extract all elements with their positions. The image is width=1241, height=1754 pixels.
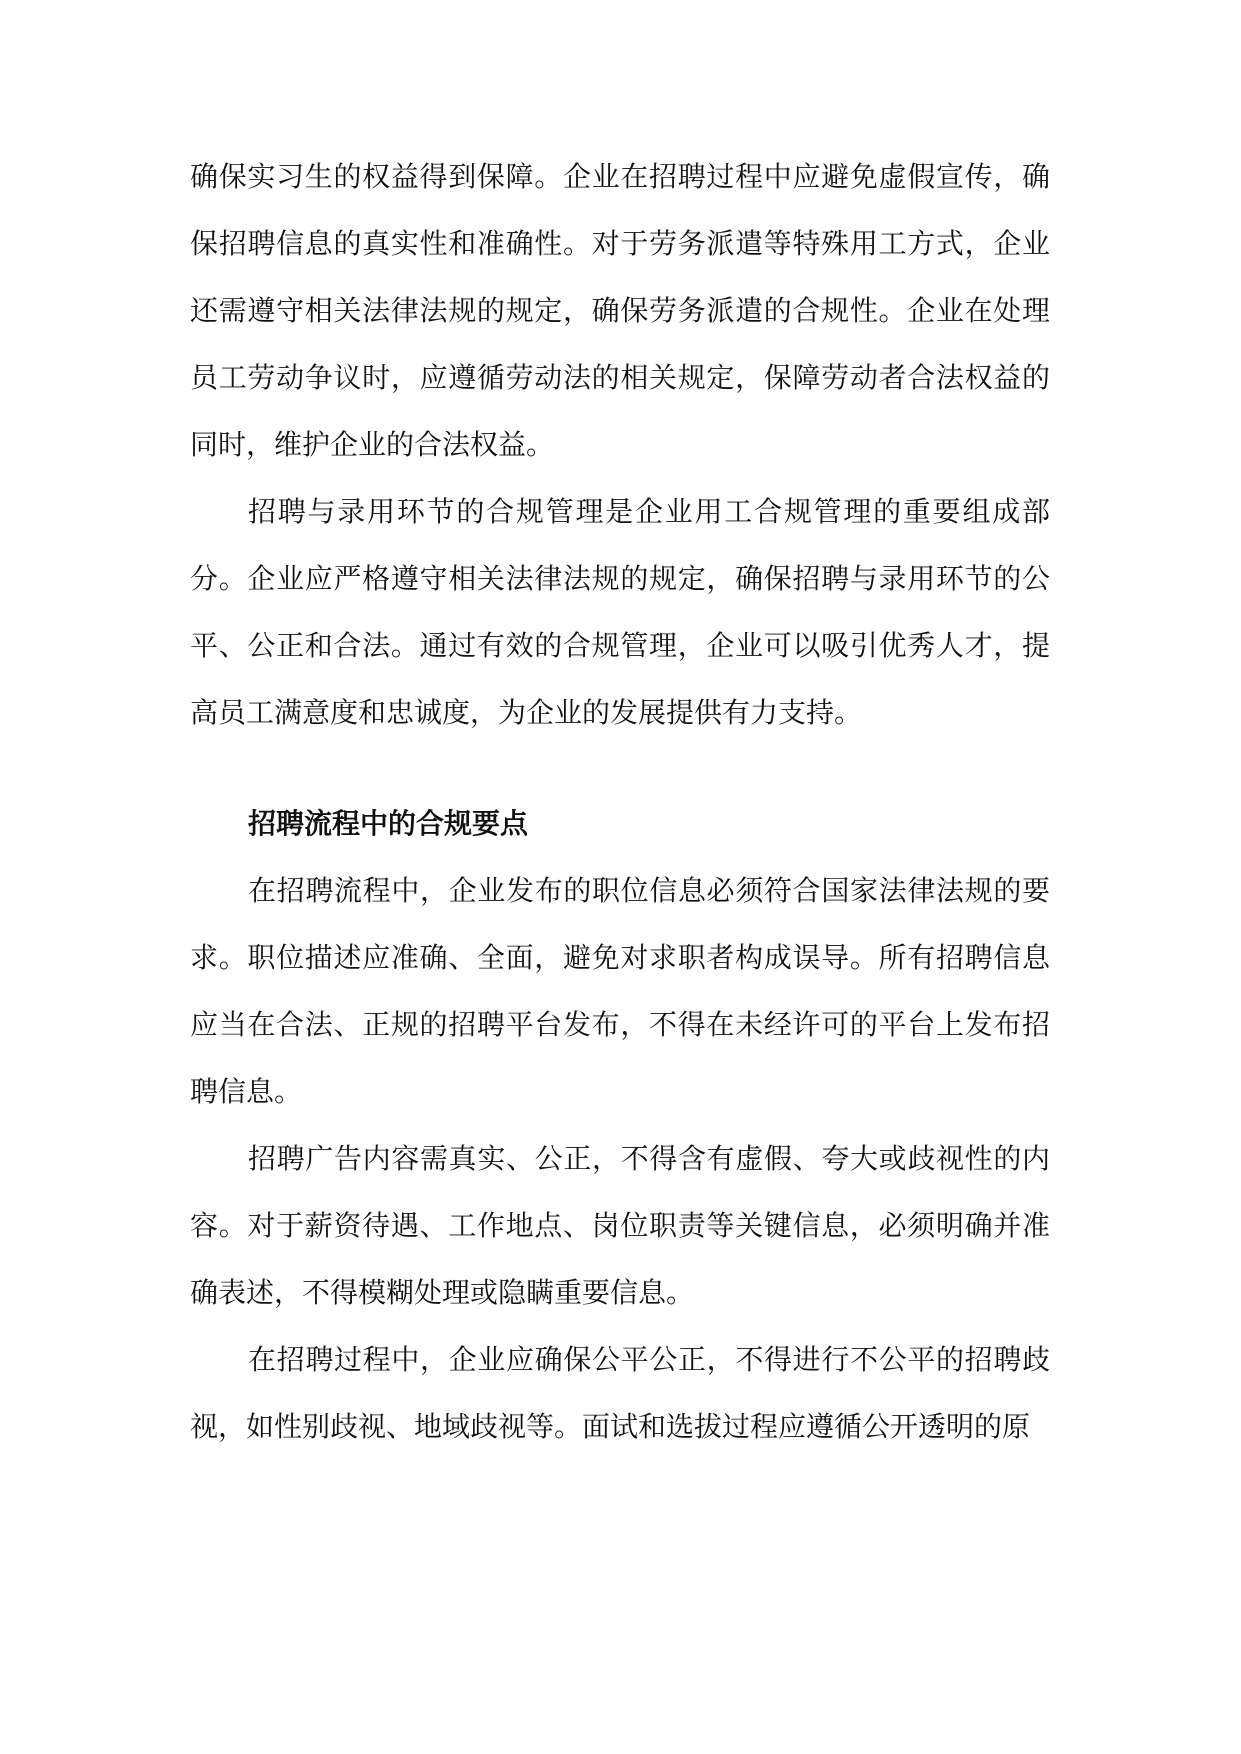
paragraph-summary: 招聘与录用环节的合规管理是企业用工合规管理的重要组成部分。企业应严格遵守相关法律法规的规定，确保招聘与录用环节的公平、公正和合法。通过有效的合规管理，企业可以吸引优秀人才，提高员工满意度和忠诚度，为企业的发展提供有力支持。	[190, 495, 1050, 729]
section-heading: 招聘流程中的合规要点	[248, 807, 529, 840]
document-body	[190, 143, 1050, 1460]
paragraph-fairness: 在招聘过程中，企业应确保公平公正，不得进行不公平的招聘歧视，如性别歧视、地域歧视等。面试和选拔过程应遵循公开透明的原	[190, 1343, 1050, 1443]
paragraph-continuation: 确保实习生的权益得到保障。企业在招聘过程中应避免虚假宣传，确保招聘信息的真实性和准确性。对于劳务派遣等特殊用工方式，企业还需遵守相关法律法规的规定，确保劳务派遣的合规性。企业在处理员工劳动争议时，应遵循劳动法的相关规定，保障劳动者合法权益的同时，维护企业的合法权益。	[190, 160, 1050, 461]
paragraph-job-info: 在招聘流程中，企业发布的职位信息必须符合国家法律法规的要求。职位描述应准确、全面，避免对求职者构成误导。所有招聘信息应当在合法、正规的招聘平台发布，不得在未经许可的平台上发布招聘信息。	[190, 874, 1050, 1108]
paragraph-ad-content: 招聘广告内容需真实、公正，不得含有虚假、夸大或歧视性的内容。对于薪资待遇、工作地点、岗位职责等关键信息，必须明确并准确表述，不得模糊处理或隐瞒重要信息。	[190, 1142, 1050, 1309]
